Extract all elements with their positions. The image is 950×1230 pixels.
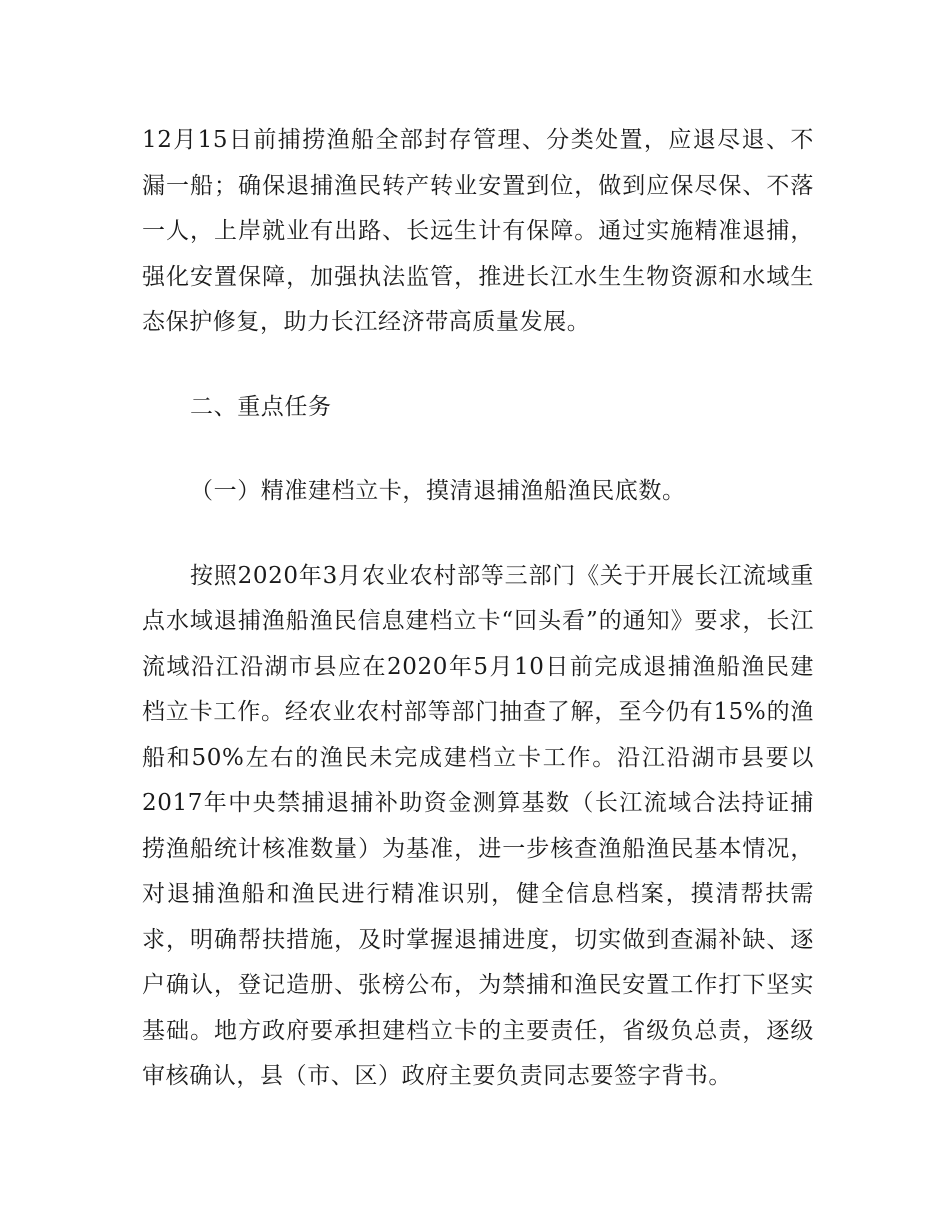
subsection-heading-registration: （一）精准建档立卡，摸清退捕渔船渔民底数。 bbox=[190, 478, 686, 504]
document-body bbox=[142, 118, 814, 1100]
paragraph-registration-details: 按照2020年3月农业农村部等三部门《关于开展长江流域重点水域退捕渔船渔民信息建档立卡“回头看”的通知》要求，长江流域沿江沿湖市县应在2020年5月10日前完成退捕渔船渔民建档立卡工作。经农业农村部等部门抽查了解，至今仍有15%的渔船和50%左右的渔民未完成建档立卡工作。沿江沿湖市县要以2017年中央禁捕退捕补助资金测算基数（长江流域合法持证捕捞渔船统计核准数量）为基准，进一步核查渔船渔民基本情况，对退捕渔船和渔民进行精准识别，健全信息档案，摸清帮扶需求，明确帮扶措施，及时掌握退捕进度，切实做到查漏补缺、逐户确认，登记造册、张榜公布，为禁捕和渔民安置工作打下坚实基础。地方政府要承担建档立卡的主要责任，省级负总责，逐级审核确认，县（市、区）政府主要负责同志要签字背书。 bbox=[142, 562, 814, 1089]
section-heading-key-tasks: 二、重点任务 bbox=[190, 393, 332, 420]
paragraph-goals-continued: 12月15日前捕捞渔船全部封存管理、分类处置，应退尽退、不漏一船；确保退捕渔民转产转业安置到位，做到应保尽保、不落一人，上岸就业有出路、长远生计有保障。通过实施精准退捕，强化安置保障，加强执法监管，推进长江水生生物资源和水域生态保护修复，助力长江经济带高质量发展。 bbox=[142, 127, 814, 335]
